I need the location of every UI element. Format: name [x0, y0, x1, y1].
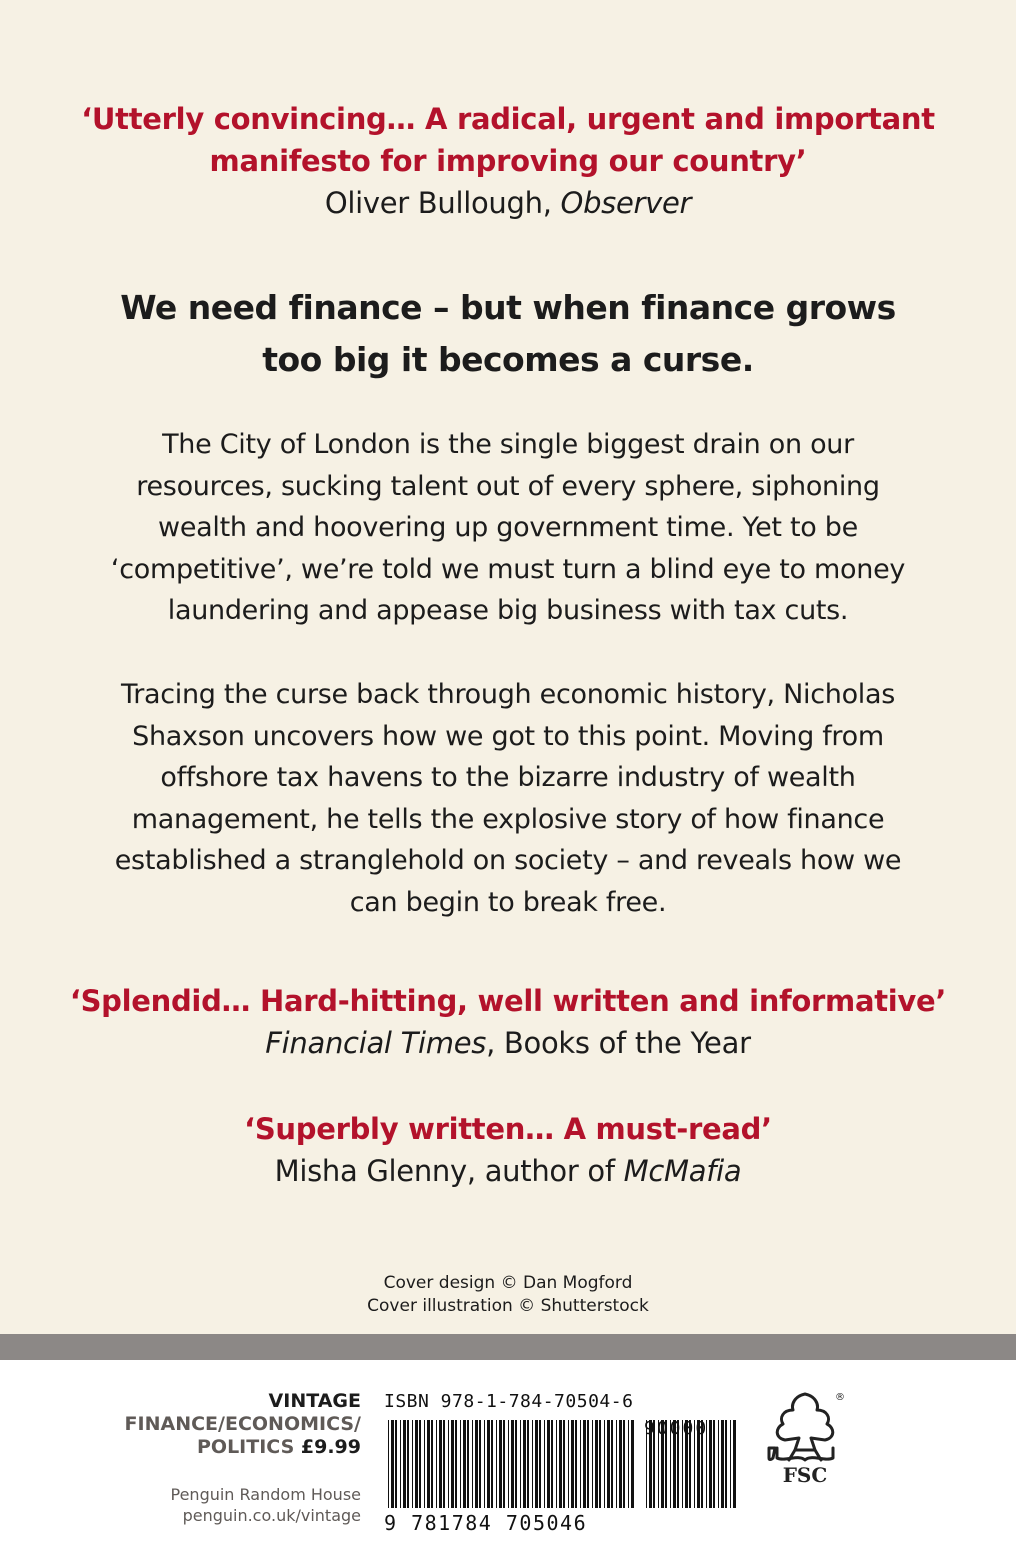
- barcode-bar: [503, 1420, 505, 1508]
- cover-design-credit: Cover design © Dan Mogford: [383, 1273, 633, 1293]
- barcode-bar: [631, 1420, 634, 1508]
- quote-2-attribution: [0, 1022, 1016, 1064]
- publisher-name: VINTAGE: [268, 1390, 361, 1412]
- quote-block-3: [0, 1108, 1016, 1192]
- barcode-bar: [563, 1420, 565, 1508]
- barcode-bar: [532, 1420, 533, 1508]
- barcode-bar: [443, 1420, 445, 1508]
- blurb-paragraph-2: [0, 674, 1016, 923]
- paragraph-2-line: established a stranglehold on society – and reveals how we: [114, 845, 902, 876]
- barcode-bar: [412, 1420, 413, 1508]
- barcode-bar: [599, 1420, 601, 1508]
- barcode-bar: [616, 1420, 617, 1508]
- barcode-bar: [395, 1420, 397, 1508]
- barcode-bar: [551, 1420, 553, 1508]
- barcode-bar: [730, 1420, 731, 1508]
- barcode-bar: [436, 1420, 437, 1508]
- paragraph-1-line: The City of London is the single biggest drain on our: [162, 429, 854, 460]
- quote-block-1: [0, 98, 1016, 224]
- barcode-bar: [713, 1420, 715, 1508]
- barcode-bar: [535, 1420, 538, 1508]
- barcode-bar: [544, 1420, 545, 1508]
- barcode-bar: [595, 1420, 598, 1508]
- paragraph-1-line: wealth and hoovering up government time. Yet to be: [158, 512, 858, 543]
- barcode-bar: [556, 1420, 557, 1508]
- barcode-bar: [511, 1420, 514, 1508]
- barcode-bar: [475, 1420, 478, 1508]
- barcode-bar: [611, 1420, 613, 1508]
- barcode-bar: [515, 1420, 517, 1508]
- barcode-bar: [463, 1420, 466, 1508]
- publisher-url: penguin.co.uk/vintage: [182, 1506, 361, 1525]
- barcode-bar: [709, 1420, 712, 1508]
- barcode-bar: [424, 1420, 425, 1508]
- barcode-bar: [439, 1420, 442, 1508]
- barcode-bar: [580, 1420, 581, 1508]
- fsc-logo: [765, 1388, 845, 1488]
- barcode-bar: [619, 1420, 622, 1508]
- barcode-digits: 9 781784 705046: [384, 1511, 588, 1532]
- barcode-bar: [496, 1420, 497, 1508]
- publisher-house: Penguin Random House: [170, 1485, 361, 1504]
- barcode-bar: [604, 1420, 605, 1508]
- category-politics: POLITICS: [197, 1436, 295, 1458]
- quote-1-line-1: ‘Utterly convincing… A radical, urgent and important: [81, 102, 935, 136]
- headline-line-1: We need finance – but when finance grows: [120, 288, 896, 327]
- barcode-bar: [559, 1420, 562, 1508]
- imprint-block: [125, 1390, 361, 1459]
- paragraph-1-line: laundering and appease big business with tax cuts.: [167, 595, 849, 626]
- barcode-bar: [455, 1420, 457, 1508]
- barcode-bar: [431, 1420, 433, 1508]
- quote-3-text: ‘Superbly written… A must-read’: [244, 1112, 772, 1146]
- barcode-bar: [388, 1420, 389, 1508]
- quote-3-attribution: [0, 1150, 1016, 1192]
- barcode-bar: [547, 1420, 550, 1508]
- paragraph-2-line: Shaxson uncovers how we got to this point. Moving from: [132, 720, 884, 752]
- quote-1-line-2: manifesto for improving our country’: [209, 144, 807, 178]
- quote-block-2: [0, 980, 1016, 1064]
- barcode-bar: [592, 1420, 593, 1508]
- barcode-bar: [499, 1420, 502, 1508]
- barcode-bar: [520, 1420, 521, 1508]
- barcode-bar: [400, 1420, 401, 1508]
- footer-divider-bar: [0, 1334, 1016, 1360]
- quote-1-source: Observer: [560, 186, 692, 220]
- paragraph-1-line: ‘competitive’, we’re told we must turn a blind eye to money: [110, 553, 906, 585]
- barcode-bar: [460, 1420, 461, 1508]
- paragraph-1-line: resources, sucking talent out of every sphere, siphoning: [136, 470, 880, 502]
- headline-line-2: too big it becomes a curse.: [262, 340, 754, 379]
- barcode-bar: [407, 1420, 409, 1508]
- quote-3-author: Misha Glenny, author of: [274, 1154, 624, 1188]
- category-line-2: [125, 1436, 361, 1459]
- barcode-bar: [587, 1420, 589, 1508]
- barcode-bars-main: [388, 1420, 634, 1508]
- barcode-bar: [575, 1420, 577, 1508]
- barcode-bar: [451, 1420, 454, 1508]
- barcode-bar: [479, 1420, 481, 1508]
- quote-2-suffix: , Books of the Year: [486, 1026, 751, 1060]
- paragraph-2-line: Tracing the curse back through economic history, Nicholas: [120, 679, 896, 710]
- barcode-bar: [721, 1420, 724, 1508]
- barcode-bar: [472, 1420, 473, 1508]
- fsc-label: FSC: [782, 1463, 828, 1487]
- category-line-1: FINANCE/ECONOMICS/: [124, 1413, 361, 1435]
- quote-1-attribution: [0, 182, 1016, 224]
- price: £9.99: [300, 1436, 361, 1458]
- headline: [0, 282, 1016, 386]
- quote-3-source: McMafia: [623, 1154, 742, 1188]
- barcode-bar: [448, 1420, 449, 1508]
- quote-2-source: Financial Times: [265, 1026, 487, 1060]
- barcode-bar: [508, 1420, 509, 1508]
- barcode-bar: [484, 1420, 485, 1508]
- barcode-bar: [628, 1420, 629, 1508]
- barcode-bar: [491, 1420, 493, 1508]
- fsc-registered-mark: ®: [835, 1392, 845, 1403]
- barcode-bar: [415, 1420, 418, 1508]
- barcode-bar: [419, 1420, 421, 1508]
- barcode-bar: [523, 1420, 526, 1508]
- barcode-bar: [718, 1420, 719, 1508]
- barcode-bar: [539, 1420, 541, 1508]
- fsc-tree-icon: [769, 1394, 833, 1460]
- barcode-bar: [583, 1420, 586, 1508]
- barcode-bar: [527, 1420, 529, 1508]
- barcode-bar: [427, 1420, 430, 1508]
- paragraph-2-line: offshore tax havens to the bizarre industry of wealth: [160, 762, 856, 793]
- barcode-bar: [571, 1420, 574, 1508]
- barcode-bar: [568, 1420, 569, 1508]
- paragraph-2-line: can begin to break free.: [349, 886, 667, 918]
- paragraph-2-line: management, he tells the explosive story of how finance: [131, 803, 885, 835]
- cover-credits: [0, 1272, 1016, 1318]
- blurb-paragraph-1: [0, 424, 1016, 632]
- barcode-bar: [487, 1420, 490, 1508]
- barcode-price-code: 90000: [644, 1418, 709, 1439]
- barcode-bar: [403, 1420, 406, 1508]
- cover-illustration-credit: Cover illustration © Shutterstock: [367, 1296, 649, 1316]
- barcode-bar: [391, 1420, 394, 1508]
- barcode-bar: [623, 1420, 625, 1508]
- barcode-bar: [607, 1420, 610, 1508]
- quote-2-text: ‘Splendid… Hard-hitting, well written and informative’: [69, 984, 947, 1018]
- barcode-bar: [467, 1420, 469, 1508]
- publisher-info: [171, 1484, 362, 1526]
- isbn-label: ISBN 978-1-784-70504-6: [384, 1391, 634, 1412]
- barcode-bar: [725, 1420, 727, 1508]
- quote-1-author: Oliver Bullough,: [324, 186, 561, 220]
- barcode-bar: [733, 1420, 736, 1508]
